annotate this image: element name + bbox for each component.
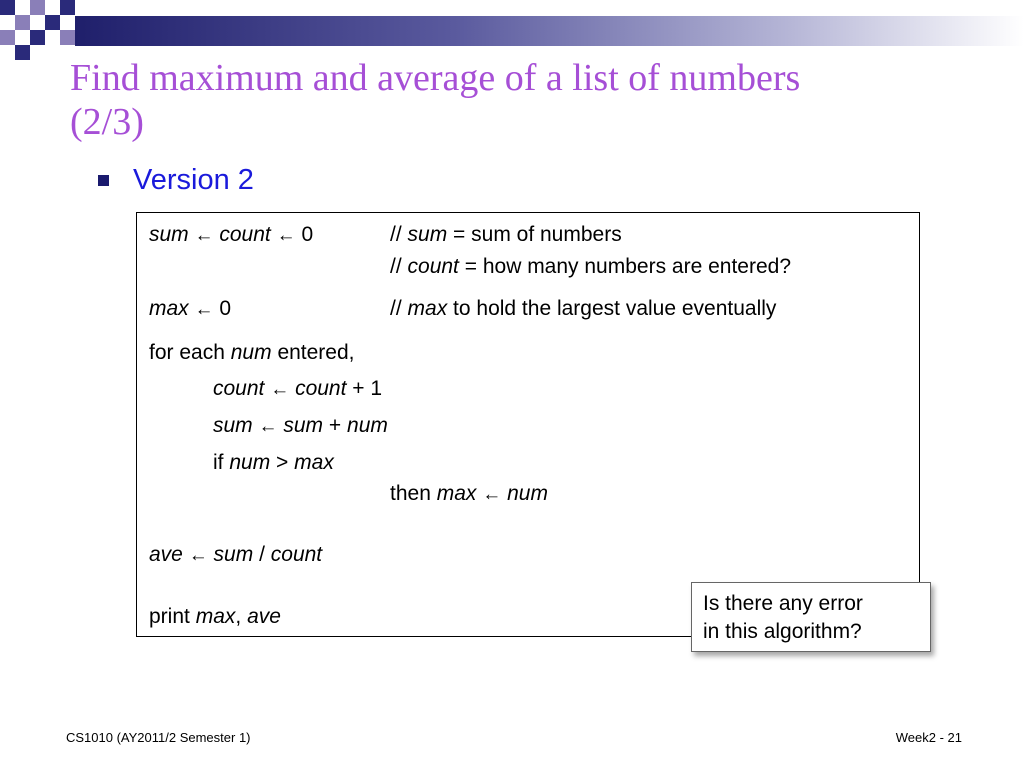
left-arrow-icon: ←: [482, 484, 502, 505]
left-arrow-icon: ←: [270, 379, 290, 400]
code-line-sum-accumulate: sum ← sum + num: [213, 414, 388, 437]
checker-square: [30, 0, 45, 15]
code-line-count-increment: count ← count + 1: [213, 377, 383, 400]
callout-line: Is there any error: [703, 592, 863, 615]
checker-square: [60, 0, 75, 15]
checker-square: [30, 30, 45, 45]
callout-line: in this algorithm?: [703, 620, 862, 643]
slide-title: Find maximum and average of a list of numbers (2/3): [70, 57, 801, 143]
footer-course-label: CS1010 (AY2011/2 Semester 1): [66, 730, 251, 745]
left-arrow-icon: ←: [276, 225, 296, 246]
bullet-text: Version 2: [133, 164, 254, 196]
left-arrow-icon: ←: [194, 299, 214, 320]
checker-square: [15, 45, 30, 60]
square-bullet-icon: [98, 175, 109, 186]
code-line-average: ave ← sum / count: [149, 543, 323, 566]
checker-square: [45, 15, 60, 30]
checker-square: [15, 15, 30, 30]
left-arrow-icon: ←: [194, 225, 214, 246]
code-comment-max: // max to hold the largest value eventually: [390, 297, 777, 320]
checker-square: [0, 30, 15, 45]
left-arrow-icon: ←: [188, 545, 208, 566]
bullet-item: [98, 164, 254, 197]
checker-square: [0, 0, 15, 15]
code-line-init-max: max ← 0: [149, 297, 232, 320]
code-line-then: then max ← num: [390, 482, 548, 505]
footer-page-number: Week2 - 21: [895, 730, 962, 745]
left-arrow-icon: ←: [258, 416, 278, 437]
code-line-for-each: for each num entered,: [149, 341, 355, 364]
checker-square: [60, 30, 75, 45]
code-line-if: if num > max: [213, 451, 334, 474]
code-line-init-sum-count: sum ← count ← 0: [149, 223, 314, 246]
code-comment-sum: // sum = sum of numbers: [390, 223, 622, 246]
header-gradient-bar: [75, 16, 1024, 46]
code-line-print: print max, ave: [149, 605, 281, 628]
code-comment-count: // count = how many numbers are entered?: [390, 255, 792, 278]
algorithm-box: [136, 212, 920, 637]
question-callout: [691, 582, 931, 652]
